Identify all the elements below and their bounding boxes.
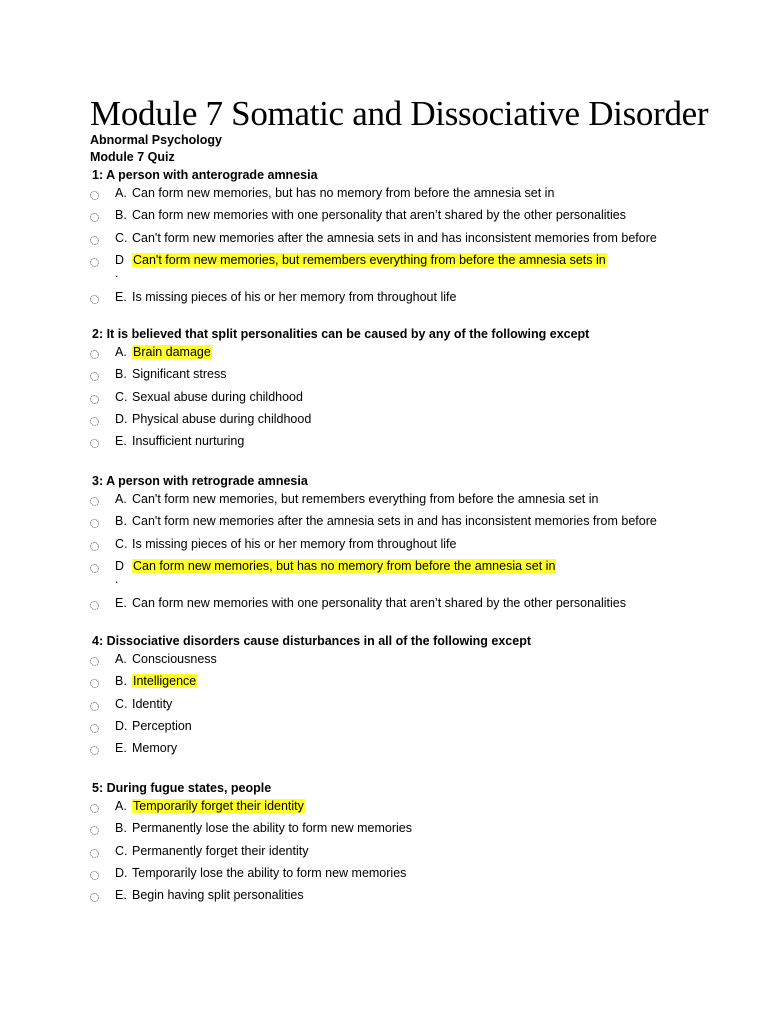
option-text: Can't form new memories after the amnesia sets in and has inconsistent memories from before [132, 230, 657, 245]
radio-circle-icon[interactable] [90, 702, 99, 711]
radio-circle-icon[interactable] [90, 724, 99, 733]
page-title: Module 7 Somatic and Dissociative Disorder [90, 94, 709, 133]
option-text: Can't form new memories after the amnesia sets in and has inconsistent memories from before [132, 514, 657, 529]
option-letter: E. [115, 595, 127, 610]
radio-circle-icon[interactable] [90, 746, 99, 755]
radio-circle-icon[interactable] [90, 350, 99, 359]
option-letter: D. [115, 718, 128, 733]
option-text: Begin having split personalities [132, 888, 304, 903]
radio-circle-icon[interactable] [90, 601, 99, 610]
option-letter: A. [115, 186, 127, 200]
quiz-name: Module 7 Quiz [90, 150, 175, 164]
option-letter: E. [115, 888, 127, 903]
option-text-highlighted: Brain damage [133, 345, 211, 359]
option-text: Consciousness [132, 652, 217, 666]
option-letter: C. [115, 843, 128, 858]
option-text: Is missing pieces of his or her memory from throughout life [132, 289, 457, 304]
option-text: Perception [132, 718, 192, 733]
option-text: Can't form new memories, but remembers everything from before the amnesia set in [132, 492, 599, 506]
radio-circle-icon[interactable] [90, 236, 99, 245]
trailing-period: . [115, 265, 119, 280]
option-letter: A. [115, 652, 127, 666]
option-text-highlighted: Intelligence [133, 674, 197, 689]
radio-circle-icon[interactable] [90, 213, 99, 222]
option-letter: B. [115, 674, 127, 689]
radio-circle-icon[interactable] [90, 439, 99, 448]
radio-circle-icon[interactable] [90, 191, 99, 200]
question-prompt: 3: A person with retrograde amnesia [92, 474, 308, 488]
option-text: Sexual abuse during childhood [132, 389, 303, 404]
radio-circle-icon[interactable] [90, 258, 99, 267]
radio-circle-icon[interactable] [90, 871, 99, 880]
option-letter: A. [115, 799, 127, 813]
radio-circle-icon[interactable] [90, 564, 99, 573]
question-prompt: 2: It is believed that split personalities can be caused by any of the following except [92, 327, 590, 341]
radio-circle-icon[interactable] [90, 679, 99, 688]
option-letter: C. [115, 536, 128, 551]
question-prompt: 4: Dissociative disorders cause disturbances in all of the following except [92, 634, 532, 648]
radio-circle-icon[interactable] [90, 893, 99, 902]
option-letter: D. [115, 865, 128, 880]
option-text-highlighted: Temporarily forget their identity [133, 799, 304, 813]
option-text: Can form new memories with one personality that aren’t shared by the other personalities [132, 595, 627, 610]
option-text: Significant stress [132, 367, 227, 382]
radio-circle-icon[interactable] [90, 295, 99, 304]
radio-circle-icon[interactable] [90, 395, 99, 404]
option-letter: B. [115, 514, 127, 529]
option-letter: E. [115, 289, 127, 304]
option-letter: C. [115, 696, 128, 711]
option-letter: E. [115, 434, 127, 449]
radio-circle-icon[interactable] [90, 519, 99, 528]
option-letter: D [115, 558, 125, 573]
question-prompt: 1: A person with anterograde amnesia [92, 168, 318, 182]
question-prompt: 5: During fugue states, people [92, 781, 272, 795]
option-letter: E. [115, 741, 127, 756]
radio-circle-icon[interactable] [90, 497, 99, 506]
radio-circle-icon[interactable] [90, 657, 99, 666]
option-letter: A. [115, 492, 127, 506]
radio-circle-icon[interactable] [90, 542, 99, 551]
radio-circle-icon[interactable] [90, 826, 99, 835]
option-text-highlighted: Can form new memories, but has no memory from before the amnesia set in [133, 558, 556, 573]
option-letter: B. [115, 208, 127, 223]
course-name: Abnormal Psychology [90, 133, 222, 147]
option-text: Physical abuse during childhood [132, 411, 312, 426]
option-text: Temporarily lose the ability to form new memories [132, 865, 407, 880]
option-text: Can form new memories with one personality that aren’t shared by the other personalities [132, 208, 627, 223]
option-letter: C. [115, 230, 128, 245]
option-letter: B. [115, 367, 127, 382]
option-text: Memory [132, 741, 178, 756]
option-letter: B. [115, 821, 127, 836]
radio-circle-icon[interactable] [90, 372, 99, 381]
option-text: Permanently forget their identity [132, 843, 309, 858]
option-text-highlighted: Can't form new memories, but remembers everything from before the amnesia sets in [133, 252, 606, 267]
option-text: Insufficient nurturing [132, 434, 245, 449]
option-text: Permanently lose the ability to form new memories [132, 821, 412, 836]
option-text: Is missing pieces of his or her memory from throughout life [132, 536, 457, 551]
option-letter: C. [115, 389, 128, 404]
option-letter: D. [115, 411, 128, 426]
radio-circle-icon[interactable] [90, 804, 99, 813]
trailing-period: . [115, 571, 119, 586]
option-text: Identity [132, 696, 173, 711]
radio-circle-icon[interactable] [90, 849, 99, 858]
option-letter: D [115, 252, 125, 267]
radio-circle-icon[interactable] [90, 417, 99, 426]
option-text: Can form new memories, but has no memory from before the amnesia set in [132, 186, 555, 200]
option-letter: A. [115, 345, 127, 359]
